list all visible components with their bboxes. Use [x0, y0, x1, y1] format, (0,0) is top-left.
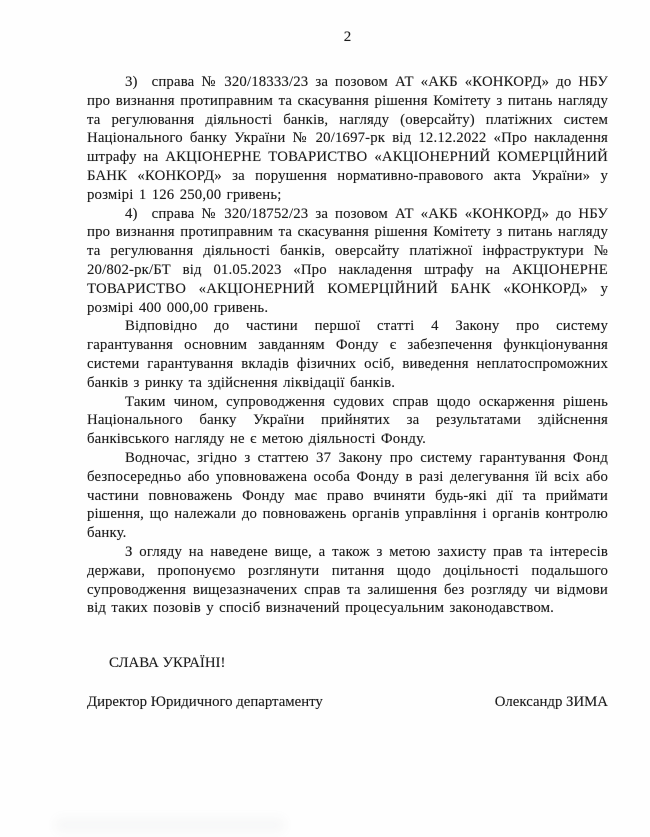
signature-row: [87, 693, 608, 712]
page-number: 2: [343, 29, 352, 45]
paragraph-law-article-4: Відповідно до частини першої статті 4 Закону про систему гарантування основним завданням Фонду є забезпечення функціонування системи гарантування вкладів фізичних осіб, виведення неплатоспроможних банків з ринку та здійснення ліквідації банків.: [87, 318, 608, 391]
scan-noise-artifact: [55, 817, 285, 833]
paragraph-conclusion-purpose: Таким чином, супроводження судових справ щодо оскарження рішень Національного банку України прийнятих за результатами здійснення банківського нагляду не є метою діяльності Фонду.: [87, 393, 608, 448]
paragraph-case-4: 4) справа № 320/18752/23 за позовом АТ «АКБ «КОНКОРД» до НБУ про визнання протиправним та скасування рішення Комітету з питань нагляду та регулювання діяльності банків, оверсайту платіжної інфраструктури № 20/802-рк/БТ від 01.05.2023 «Про накладення штрафу на АКЦІОНЕРНЕ ТОВАРИСТВО «АКЦІОНЕРНИЙ КОМЕРЦІЙНИЙ БАНК «КОНКОРД» у розмірі 400 000,00 гривень.: [87, 205, 608, 316]
paragraph-law-article-37: Водночас, згідно з статтею 37 Закону про систему гарантування Фонд безпосередньо або уповноважена особа Фонду в разі делегування їй всіх або частини повноважень Фонду має право вчиняти будь-які дії та приймати рішення, що належали до повноважень органів управління і органів контролю банку.: [87, 449, 608, 542]
slogan-line: СЛАВА УКРАЇНІ!: [109, 655, 226, 672]
paragraph-proposal: З огляду на наведене вище, а також з метою захисту прав та інтересів держави, пропонуємо розглянути питання щодо доцільності подальшого супроводження вищезазначених справ та залишення без розгляду чи відмови від таких позовів у спосіб визначений процесуальним законодавством.: [87, 543, 608, 617]
signature-position: Директор Юридичного департаменту: [87, 694, 323, 711]
paragraph-case-3: 3) справа № 320/18333/23 за позовом АТ «АКБ «КОНКОРД» до НБУ про визнання протиправним та скасування рішення Комітету з питань нагляду та регулювання діяльності банків, нагляду (оверсайту) платіжних систем Національного банку України № 20/1697-рк від 12.12.2022 «Про накладення штрафу на АКЦІОНЕРНЕ ТОВАРИСТВО «АКЦІОНЕРНИЙ КОМЕРЦІЙНИЙ БАНК «КОНКОРД» за порушення нормативно-правового акта України» у розмірі 1 126 250,00 гривень;: [87, 74, 608, 203]
document-body: [87, 73, 608, 618]
signature-name: Олександр ЗИМА: [494, 694, 608, 711]
